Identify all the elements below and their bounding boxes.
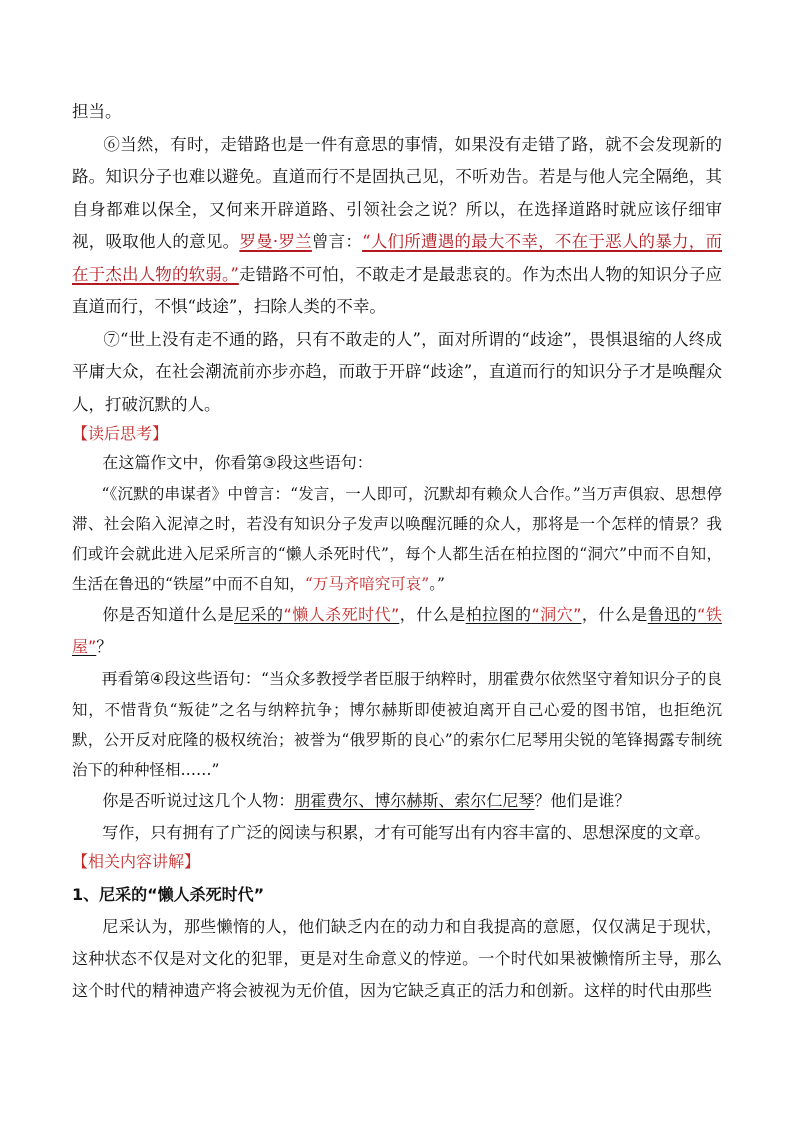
term-iron-house: “铁屋”: [72, 605, 722, 656]
reflection-closing: 写作，只有拥有了广泛的阅读与积累，才有可能写出有内容丰富的、思想深度的文章。: [102, 823, 711, 842]
question-1: [72, 599, 722, 663]
term-nietzsche: [234, 605, 399, 624]
essay-paragraph-6: [72, 129, 722, 324]
term-lazy-era: “懒人杀死时代”: [283, 605, 400, 624]
section-1-body: 尼采认为，那些懒惰的人，他们缺乏内在的动力和自我提高的意愿，仅仅满足于现状，这种状态不仅是对文化的犯罪，更是对生命意义的悖逆。一个时代如果被懒惰所主导，那么这个时代的精神遗产将会被视为无价值，因为它缺乏真正的活力和创新。这样的时代由那些: [72, 917, 722, 1000]
quoted-paragraph-3: [72, 479, 722, 599]
person-names: 朋霍费尔、博尔赫斯、索尔仁尼琴: [294, 791, 535, 810]
paragraph-text: ⑥当然，有时，走错路也是一件有意思的事情，如果没有走错了路，就不会发现新的路。知识分子也难以避免。直道而行不是固执己见，不听劝告。若是与他人完全隔绝，其自身都难以保全，又何来开辟道路、引领社会之说？所以，在选择道路时就应该仔细审视，吸取他人的意见。: [72, 134, 722, 251]
quote-highlight: “万马齐喑究可哀”: [304, 575, 430, 593]
paragraph-text: 走错路不可怕，不敢走才是最悲哀的。作为杰出人物的知识分子应直道而行，不惧“歧途”，扫除人类的不幸。: [72, 264, 723, 316]
quoted-person-name: 罗曼·罗兰: [239, 232, 312, 251]
section-header-related: 【相关内容讲解】: [72, 852, 201, 871]
section-header-reflection: 【读后思考】: [72, 424, 169, 443]
quoted-paragraph-4: [72, 663, 722, 785]
term-plato: [466, 605, 582, 624]
question-text: 你是否听说过这几个人物：: [102, 791, 295, 810]
term-owner: 鲁迅的: [647, 605, 698, 624]
reflection-intro-4: 再看第④段这些语句：: [101, 669, 262, 688]
document-body: [72, 96, 722, 1007]
quote-text: “当众多教授学者臣服于纳粹时，朋霍费尔依然坚守着知识分子的良知，不惜背负“叛徒”之名与纳粹抗争；博尔赫斯即使被迫离开自己心爱的图书馆，也拒绝沉默，公开反对庇隆的极权统治；被誉为“俄罗斯的良心”的索尔仁尼琴用尖锐的笔锋揭露专制统治下的种种怪相……”: [72, 670, 722, 779]
term-owner: 柏拉图的: [465, 605, 532, 624]
paragraph-text: 曾言：: [311, 232, 363, 251]
term-owner: 尼采的: [234, 605, 284, 624]
essay-paragraph-5-end: [72, 96, 722, 129]
famous-quote: “人们所遭遇的最大不幸，不在于恶人的暴力，而在于杰出人物的软弱。”: [72, 232, 723, 284]
term-cave: “洞穴”: [531, 605, 582, 624]
question-text: 你是否知道什么是: [102, 605, 235, 624]
essay-paragraph-7: [72, 324, 722, 422]
paragraph-text: ⑦“世上没有走不通的路，只有不敢走的人”，面对所谓的“歧途”，畏惧退缩的人终成平庸大众，在社会潮流前亦步亦趋，而敢于开辟“歧途”，直道而行的知识分子才是唤醒众人，打破沉默的人。: [72, 329, 722, 414]
question-text: ？: [96, 637, 113, 656]
quote-text: “《沉默的串谋者》中曾言：“发言，一人即可，沉默却有赖众人合作。”当万声俱寂、思想停滞、社会陷入泥淖之时，若没有知识分子发声以唤醒沉睡的众人，那将是一个怎样的情景？我们或许会就此进入尼采所言的“懒人杀死时代”，每个人都生活在柏拉图的“洞穴”中而不自知，生活在鲁迅的“铁屋”中而不自知，: [72, 485, 722, 593]
question-text: ？他们是谁？: [534, 791, 631, 810]
paragraph-text: 担当。: [72, 102, 122, 121]
question-text: ，什么是: [399, 605, 466, 624]
question-text: ，什么是: [581, 605, 648, 624]
reflection-intro: 在这篇作文中，你看第③段这些语句：: [102, 453, 373, 472]
question-2: [72, 785, 722, 817]
section-1-title: 1、尼采的“懒人杀死时代”: [72, 885, 265, 904]
quote-text: 。”: [429, 575, 445, 593]
